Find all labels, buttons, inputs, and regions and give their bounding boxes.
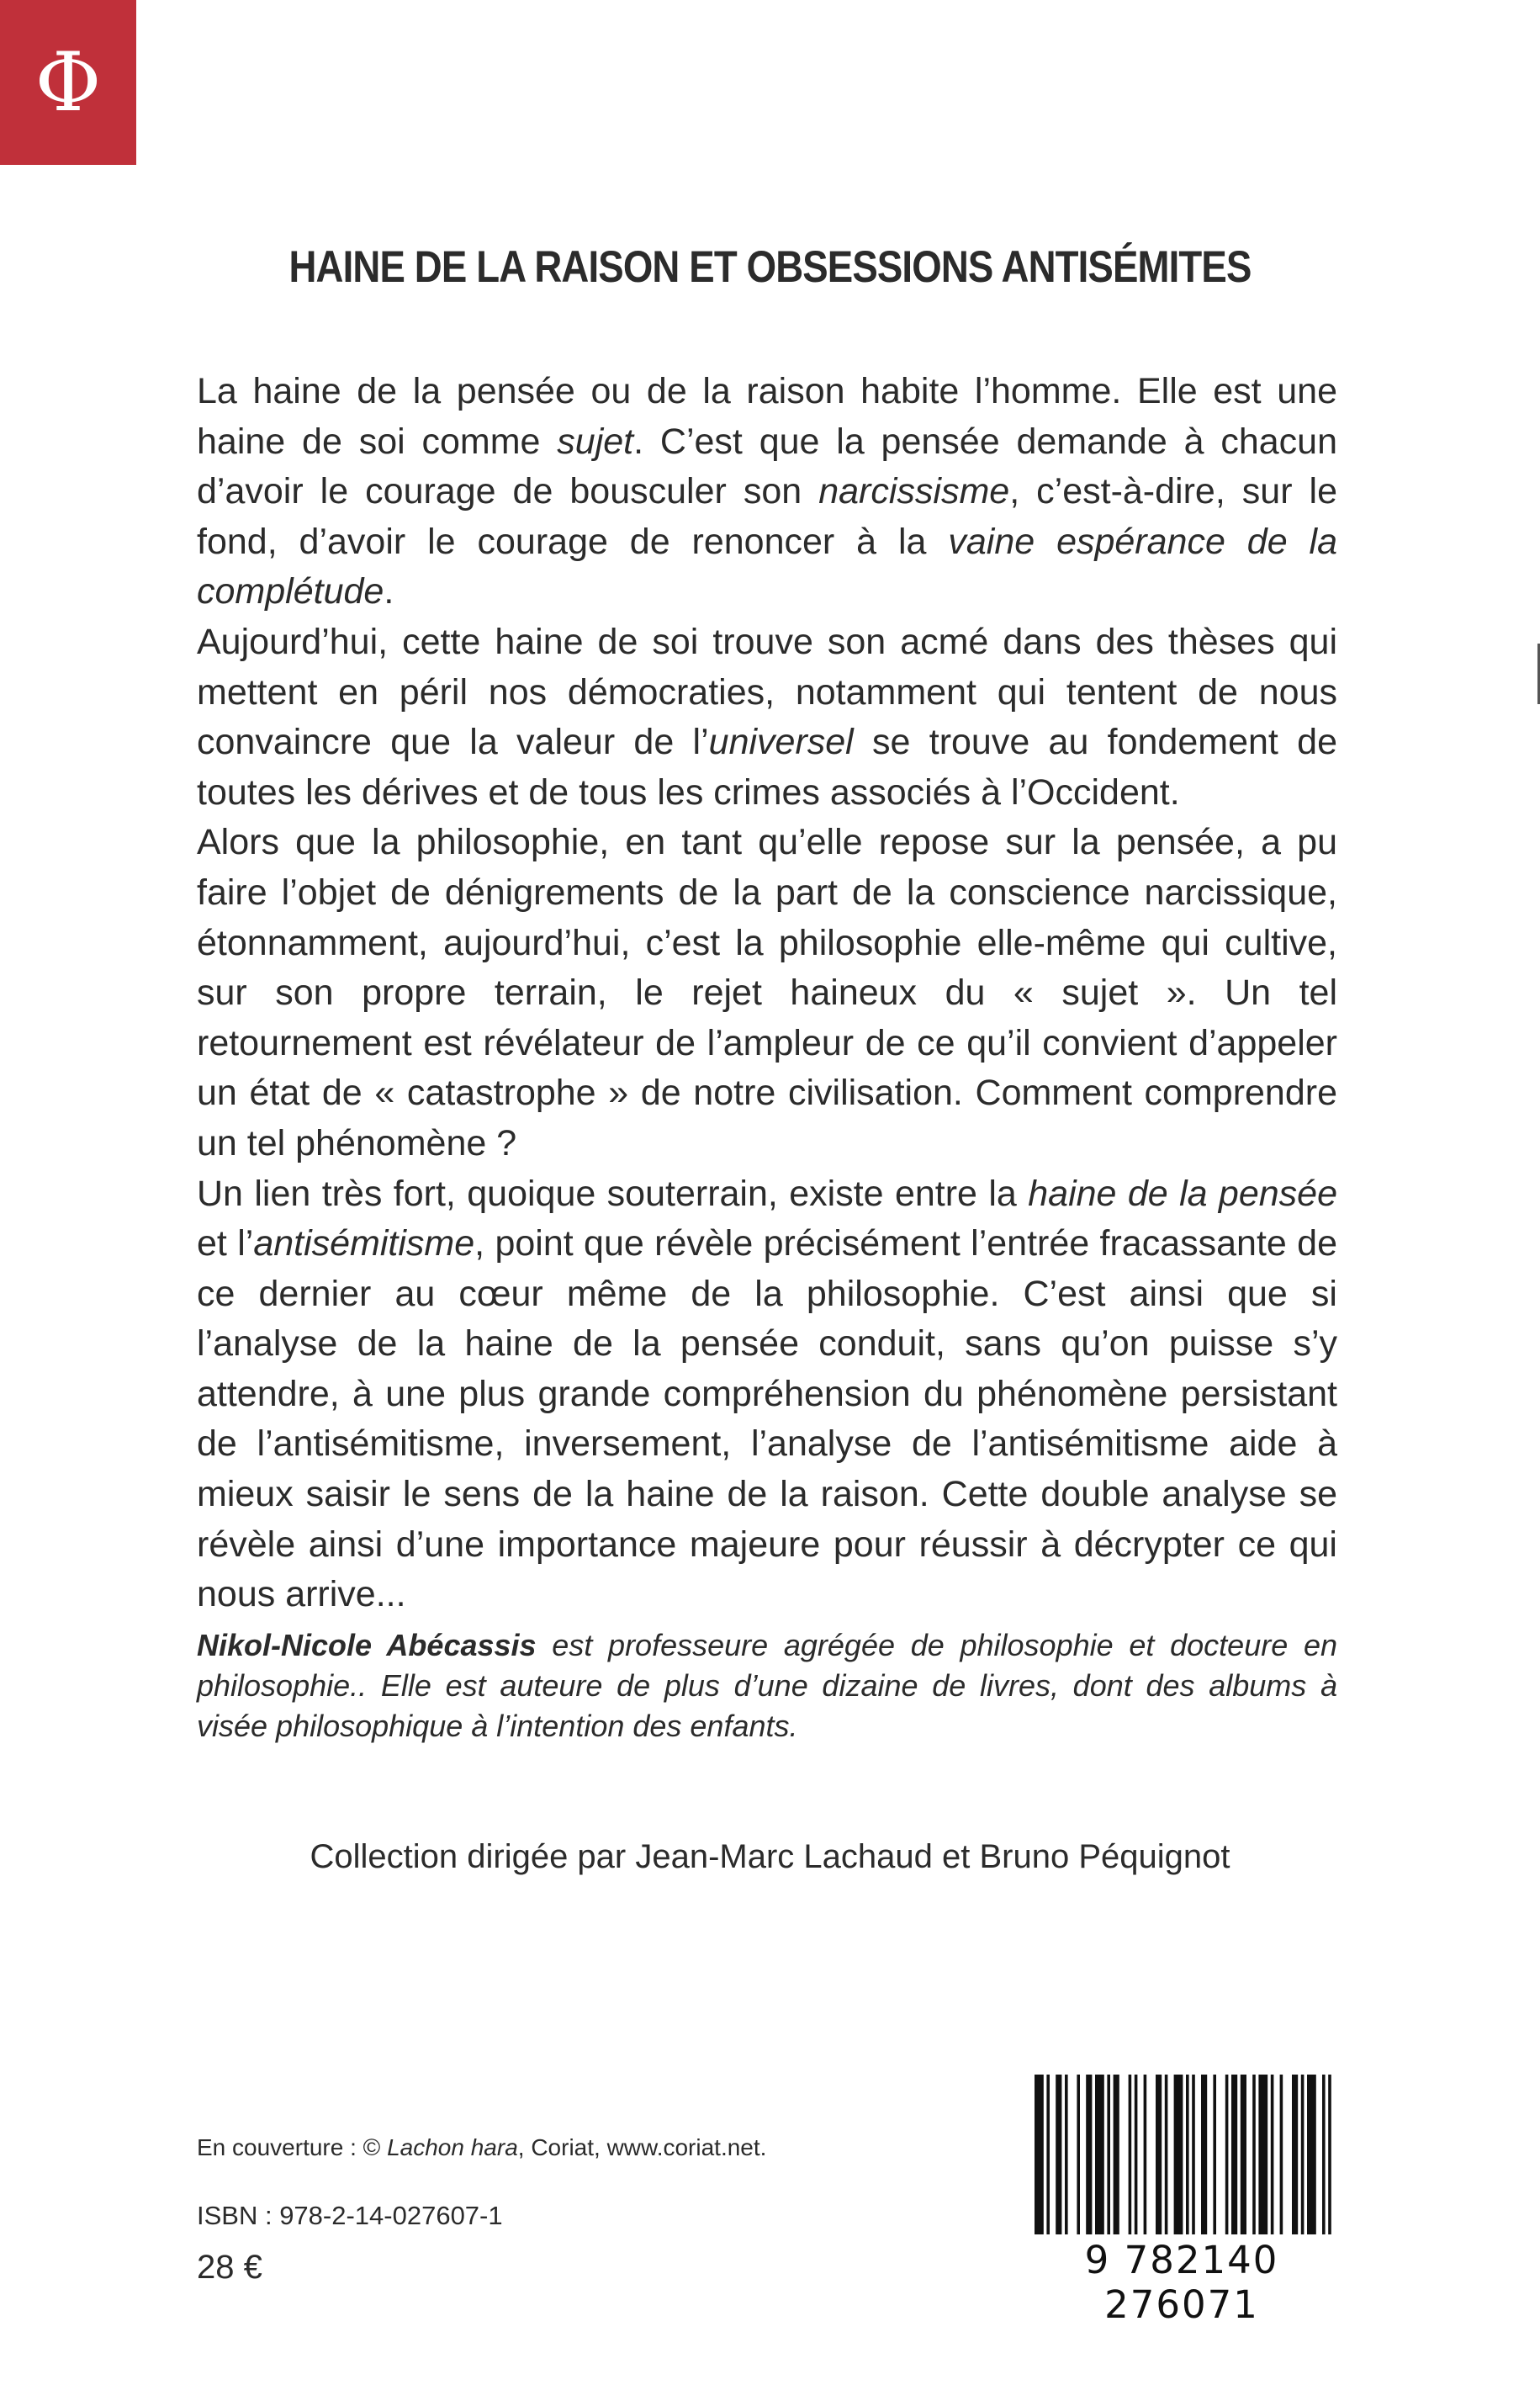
barcode-bar <box>1252 2075 1256 2234</box>
barcode-bar <box>1165 2075 1168 2234</box>
summary-paragraph-3: Alors que la philosophie, en tant qu’elle repose sur la pensée, a pu faire l’objet de dénigrements de la part de la conscience narcissique, étonnamment, aujourd’hui, c’est la philosophie elle-même qui cultive, sur son propre terrain, le rejet haineux du « sujet ». Un tel retournement est révélateur de l’ampleur de ce qu’il convient d’appeler un état de « catastrophe » de notre civilisation. Comment comprendre un tel phénomène ? <box>197 822 1337 1163</box>
book-title: HAINE DE LA RAISON ET OBSESSIONS ANTISÉMITES <box>288 242 1252 292</box>
barcode-bar <box>1213 2075 1216 2234</box>
collection-credit: Collection dirigée par Jean-Marc Lachaud et Bruno Péquignot <box>310 1838 1230 1875</box>
barcode-bar <box>1292 2075 1298 2234</box>
barcode-bar <box>1186 2075 1189 2234</box>
barcode-bar <box>1065 2075 1068 2234</box>
author-name: Nikol-Nicole Abécassis <box>197 1628 537 1662</box>
barcode-bar <box>1174 2075 1183 2234</box>
barcode-bar <box>1241 2075 1246 2234</box>
summary-paragraph-4: Un lien très fort, quoique souterrain, existe entre la haine de la pensée et l’antisémitisme, point que révèle précisément l’entrée fracassante de ce dernier au cœur même de la philosophie. C’est ainsi que si l’analyse de la haine de la pensée conduit, sans qu’on puisse s’y attendre, à une plus grande compréhension du phénomène persistant de l’antisémitisme, inversement, l’analyse de l’antisémitisme aide à mieux saisir le sens de la haine de la raison. Cette double analyse se révèle ainsi d’une importance majeure pour réussir à décrypter ce qui nous arrive... <box>197 1173 1338 1615</box>
barcode-bar <box>1201 2075 1207 2234</box>
author-bio <box>197 1625 1337 1746</box>
author-bio-text: est professeure agrégée de philosophie et docteure en philosophie.. Elle est auteure de plus d’une dizaine de livres, dont des albums à visée philosophique à l’intention des enfants. <box>197 1628 1337 1743</box>
back-cover-summary <box>197 367 1337 1620</box>
price: 28 € <box>197 2249 262 2286</box>
isbn-number: ISBN : 978-2-14-027607-1 <box>197 2201 503 2230</box>
barcode-bar <box>1144 2075 1147 2234</box>
cover-credit: En couverture : © Lachon hara, Coriat, www.coriat.net. <box>197 2134 767 2160</box>
barcode-bar <box>1301 2075 1305 2234</box>
barcode-bar <box>1077 2075 1080 2234</box>
barcode-bar <box>1307 2075 1316 2234</box>
barcode-bars <box>1028 2075 1336 2243</box>
phi-logo-icon: Φ <box>34 35 102 130</box>
barcode-bar <box>1114 2075 1119 2234</box>
barcode-bar <box>1129 2075 1132 2234</box>
barcode-digits: 9 782140 276071 <box>1084 2238 1279 2327</box>
barcode-bar <box>1225 2075 1229 2234</box>
barcode-bar <box>1095 2075 1104 2234</box>
barcode-bar <box>1280 2075 1283 2234</box>
barcode-bar <box>1107 2075 1110 2234</box>
barcode-bar <box>1035 2075 1044 2234</box>
barcode-bar <box>1086 2075 1092 2234</box>
summary-paragraph-1: La haine de la pensée ou de la raison habite l’homme. Elle est une haine de soi comme sujet. C’est que la pensée demande à chacun d’avoir le courage de bousculer son narcissisme, c’est-à-dire, sur le fond, d’avoir le courage de renoncer à la vaine espérance de la complétude. <box>197 371 1337 612</box>
barcode-bar <box>1271 2075 1274 2234</box>
summary-paragraph-2: Aujourd’hui, cette haine de soi trouve son acmé dans des thèses qui mettent en péril nos démocraties, notamment qui tentent de nous convaincre que la valeur de l’universel se trouve au fondement de toutes les dérives et de tous les crimes associés à l’Occident. <box>197 621 1337 813</box>
barcode-bar <box>1258 2075 1267 2234</box>
isbn-barcode <box>1028 2075 1336 2327</box>
barcode-bar <box>1135 2075 1138 2234</box>
barcode-bar <box>1231 2075 1237 2234</box>
barcode-bar <box>1192 2075 1195 2234</box>
barcode-bar <box>1046 2075 1050 2234</box>
barcode-bar <box>1328 2075 1331 2234</box>
barcode-bar <box>1056 2075 1061 2234</box>
barcode-bar <box>1322 2075 1326 2234</box>
barcode-bar <box>1156 2075 1162 2234</box>
publisher-logo <box>0 0 136 165</box>
